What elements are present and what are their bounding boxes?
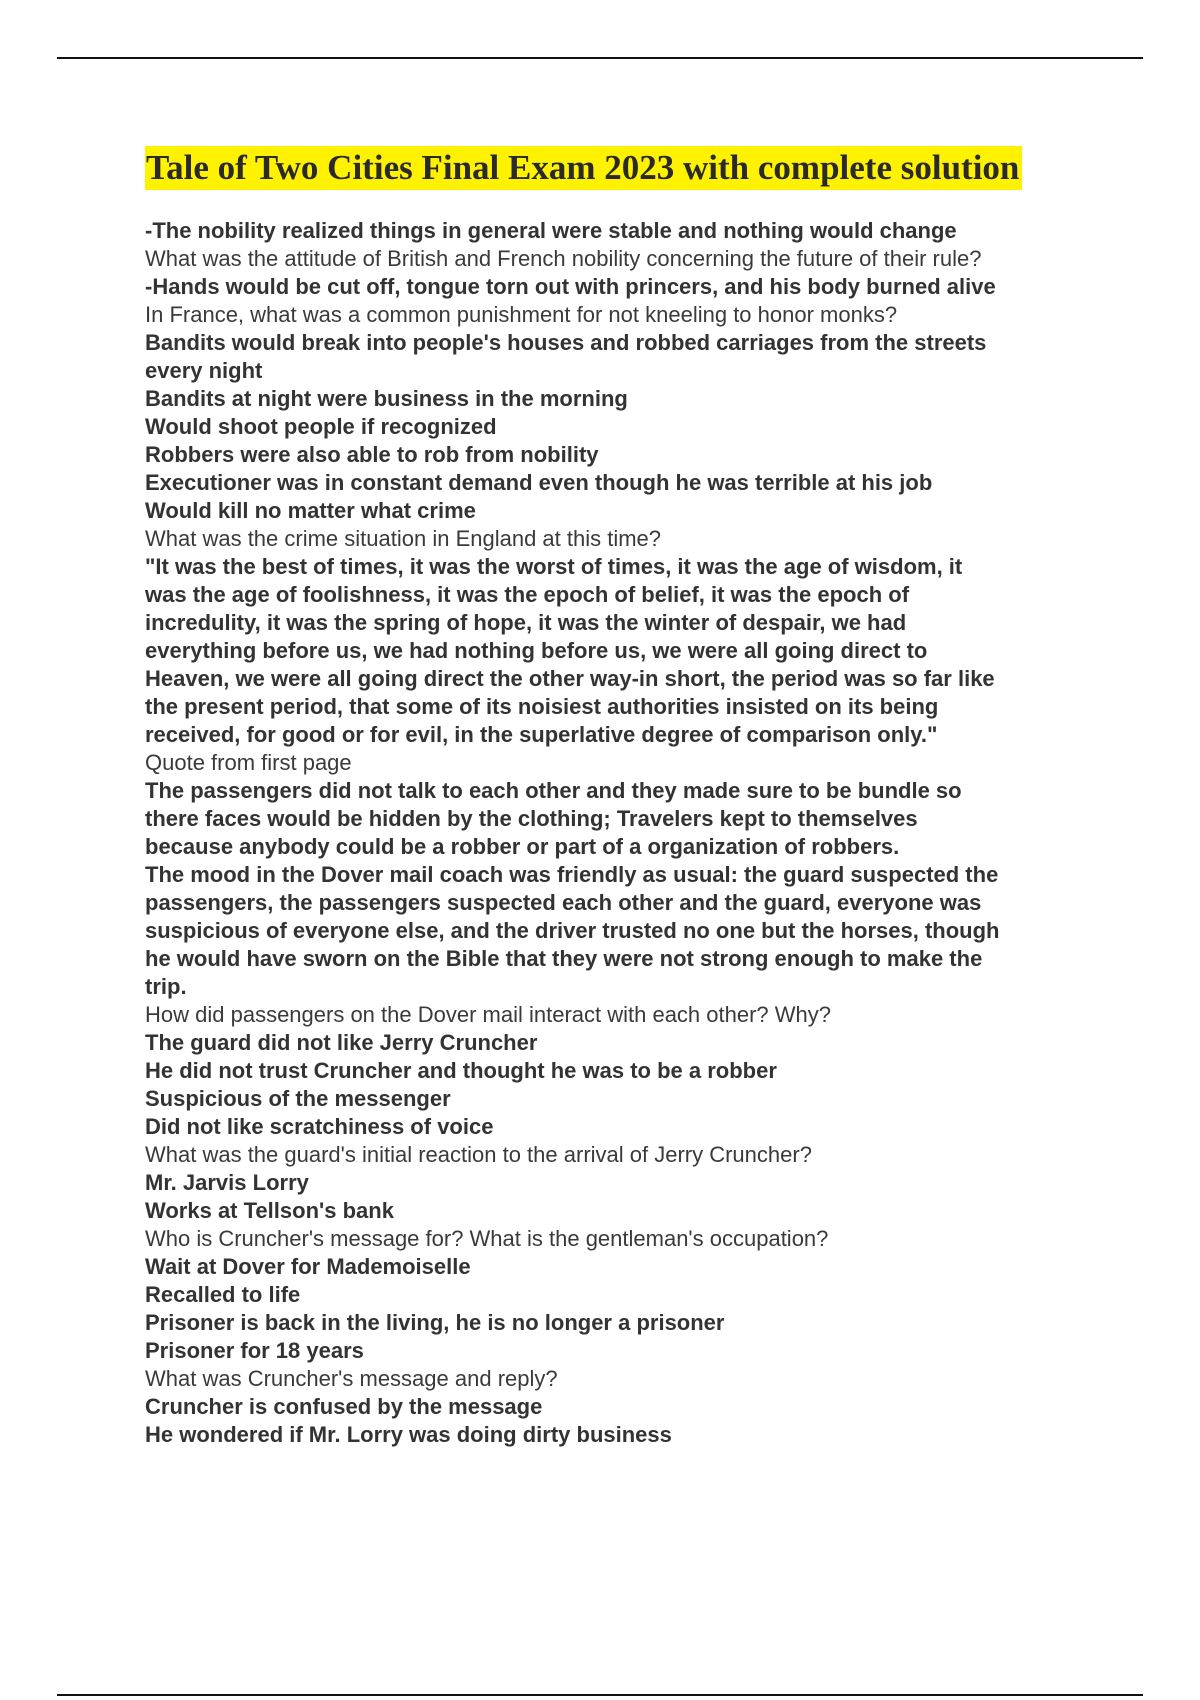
- answer-line: received, for good or for evil, in the superlative degree of comparison only.": [145, 722, 938, 747]
- answer-line: was the age of foolishness, it was the epoch of belief, it was the epoch of: [145, 582, 910, 607]
- answer-line: passengers, the passengers suspected each other and the guard, everyone was: [145, 890, 982, 915]
- answer-line: Robbers were also able to rob from nobility: [145, 442, 599, 467]
- question-line: What was the guard's initial reaction to the arrival of Jerry Cruncher?: [145, 1142, 812, 1167]
- answer-line: incredulity, it was the spring of hope, it was the winter of despair, we had: [145, 610, 907, 635]
- answer-line: Bandits would break into people's houses and robbed carriages from the streets: [145, 330, 987, 355]
- answer-line: Mr. Jarvis Lorry: [145, 1170, 309, 1195]
- title-block: [145, 146, 1022, 190]
- answer-line: Did not like scratchiness of voice: [145, 1114, 494, 1139]
- answer-line: Cruncher is confused by the message: [145, 1394, 543, 1419]
- answer-line: Wait at Dover for Mademoiselle: [145, 1254, 471, 1279]
- answer-line: suspicious of everyone else, and the driver trusted no one but the horses, though: [145, 918, 1000, 943]
- answer-line: "It was the best of times, it was the worst of times, it was the age of wisdom, it: [145, 554, 963, 579]
- answer-line: He did not trust Cruncher and thought he was to be a robber: [145, 1058, 777, 1083]
- answer-line: trip.: [145, 974, 187, 999]
- answer-line: he would have sworn on the Bible that they were not strong enough to make the: [145, 946, 983, 971]
- answer-line: The passengers did not talk to each other and they made sure to be bundle so: [145, 778, 962, 803]
- answer-line: -Hands would be cut off, tongue torn out with princers, and his body burned alive: [145, 274, 996, 299]
- answer-line: there faces would be hidden by the clothing; Travelers kept to themselves: [145, 806, 918, 831]
- question-line: How did passengers on the Dover mail interact with each other? Why?: [145, 1002, 832, 1027]
- answer-line: Heaven, we were all going direct the other way-in short, the period was so far like: [145, 666, 995, 691]
- document-title: Tale of Two Cities Final Exam 2023 with complete solution: [145, 146, 1022, 190]
- question-line: What was the crime situation in England at this time?: [145, 526, 662, 551]
- answer-line: Bandits at night were business in the morning: [145, 386, 628, 411]
- answer-line: the present period, that some of its noisiest authorities insisted on its being: [145, 694, 939, 719]
- answer-line: everything before us, we had nothing before us, we were all going direct to: [145, 638, 928, 663]
- question-line: In France, what was a common punishment for not kneeling to honor monks?: [145, 302, 898, 327]
- question-line: What was the attitude of British and French nobility concerning the future of their rule?: [145, 246, 982, 271]
- answer-line: The guard did not like Jerry Cruncher: [145, 1030, 538, 1055]
- bottom-rule: [57, 1694, 1143, 1696]
- question-line: What was Cruncher's message and reply?: [145, 1366, 558, 1391]
- question-line: Quote from first page: [145, 750, 352, 775]
- answer-line: Prisoner for 18 years: [145, 1338, 364, 1363]
- answer-line: Prisoner is back in the living, he is no longer a prisoner: [145, 1310, 725, 1335]
- answer-line: The mood in the Dover mail coach was friendly as usual: the guard suspected the: [145, 862, 999, 887]
- answer-line: every night: [145, 358, 263, 383]
- top-rule: [57, 57, 1143, 59]
- answer-line: Suspicious of the messenger: [145, 1086, 451, 1111]
- answer-line: Recalled to life: [145, 1282, 301, 1307]
- answer-line: because anybody could be a robber or part of a organization of robbers.: [145, 834, 900, 859]
- answer-line: Would shoot people if recognized: [145, 414, 497, 439]
- question-line: Who is Cruncher's message for? What is the gentleman's occupation?: [145, 1226, 829, 1251]
- answer-line: He wondered if Mr. Lorry was doing dirty business: [145, 1422, 672, 1447]
- answer-line: -The nobility realized things in general were stable and nothing would change: [145, 218, 957, 243]
- answer-line: Works at Tellson's bank: [145, 1198, 394, 1223]
- answer-line: Executioner was in constant demand even though he was terrible at his job: [145, 470, 933, 495]
- answer-line: Would kill no matter what crime: [145, 498, 476, 523]
- document-body: [145, 217, 1095, 1449]
